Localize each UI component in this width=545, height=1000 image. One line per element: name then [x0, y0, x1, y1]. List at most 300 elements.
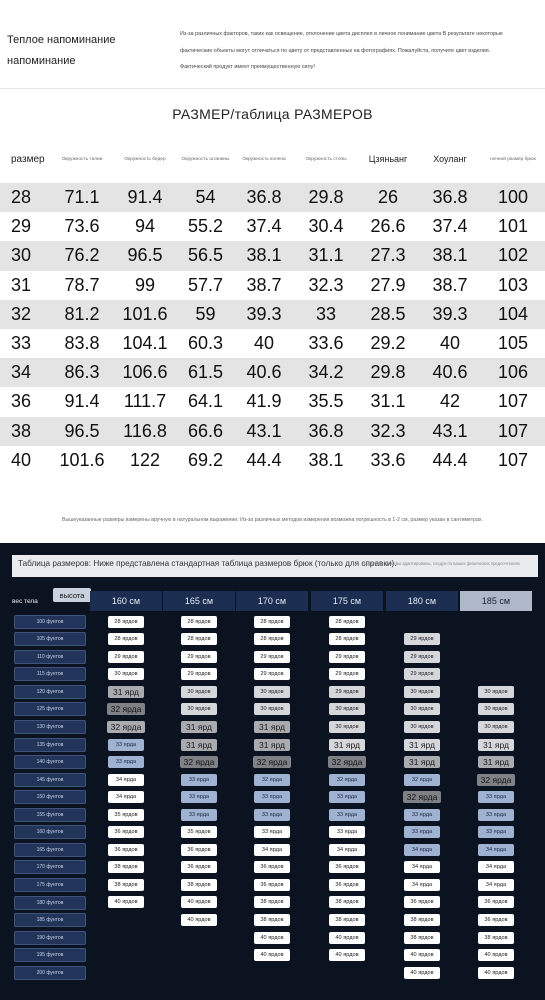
measurement-cell: 39.3 [246, 303, 282, 324]
size-chip: 33 ярда [478, 791, 514, 803]
size-chip: 33 ярда [254, 809, 290, 821]
grid-cell [460, 841, 532, 858]
grid-cell [460, 929, 532, 946]
size-chip: 40 ярдов [478, 949, 514, 961]
measurement-cell: 107 [497, 391, 529, 412]
size-chip: 31 ярд [254, 739, 290, 751]
size-chip: 34 ярда [478, 861, 514, 873]
size-label: 36 [11, 391, 32, 412]
grid-cell [386, 666, 458, 683]
grid-cell [236, 736, 308, 753]
size-chip: 31 ярд [404, 739, 440, 751]
height-column-header: 170 см [236, 591, 308, 611]
grid-cell [386, 683, 458, 700]
size-chip: 40 ярдов [181, 896, 217, 908]
measurement-cell: 36.8 [246, 187, 282, 208]
grid-cell [311, 771, 383, 788]
size-chip: 31 ярд [181, 739, 217, 751]
size-chip: 40 ярдов [254, 949, 290, 961]
size-chip: 34 ярда [108, 774, 144, 786]
grid-cell [460, 771, 532, 788]
table-row [0, 183, 545, 212]
size-chip: 33 ярда [329, 809, 365, 821]
grid-cell [386, 789, 458, 806]
measurement-cell: 55.2 [187, 216, 224, 237]
measurement-cell: 60.3 [187, 333, 224, 354]
weight-row-label: 125 фунтов [14, 702, 86, 716]
measurement-cell: 40 [253, 333, 275, 354]
grid-cell [163, 841, 235, 858]
size-table-footnote: Вышеуказанные размеры измерены вручную в натуральном выражении. Из-за различных методов измерения возможна погрешность в 1-2 см, размер указан в сантиметрах. [62, 517, 483, 523]
grid-cell [386, 929, 458, 946]
size-chip: 31 ярд [478, 739, 514, 751]
size-chip: 30 ярдов [478, 686, 514, 698]
grid-cell [311, 841, 383, 858]
grid-cell [311, 911, 383, 928]
measurement-cell: 38.1 [432, 245, 468, 266]
grid-cell [311, 613, 383, 630]
grid-cell [386, 894, 458, 911]
measurement-cell: 39.3 [432, 303, 468, 324]
measurement-cell: 38.7 [246, 274, 282, 295]
measurement-cell: 29.2 [370, 333, 406, 354]
measurement-cell: 103 [497, 274, 529, 295]
notice-text: Из-за различных факторов, таких как освещение, отклонение цвета дисплея в личное понимание цвета В результате некоторые фактические объекты могут отличаться по цвету от представленных на фотографиях. Пожалуйста, получите цвет изделия. Фактический продукт имеет преимущественную силу! [180, 31, 503, 70]
measurement-cell: 122 [129, 449, 161, 470]
height-axis-label: высота [53, 588, 91, 602]
grid-cell [90, 683, 162, 700]
size-chip: 34 ярда [404, 861, 440, 873]
size-chip: 34 ярда [478, 844, 514, 856]
grid-cell [163, 824, 235, 841]
grid-cell [460, 946, 532, 963]
grid-cell [311, 964, 383, 981]
size-label: 28 [11, 187, 32, 208]
size-chip: 28 ярдов [108, 616, 144, 628]
weight-row-label: 115 фунтов [14, 667, 86, 681]
size-table-header-cell: Окружность талии [61, 156, 103, 162]
size-chip: 33 ярда [108, 739, 144, 751]
table-row [0, 446, 545, 475]
grid-cell [236, 806, 308, 823]
size-chip: 36 ярдов [108, 826, 144, 838]
size-chip: 30 ярдов [404, 686, 440, 698]
weight-row-label: 195 фунтов [14, 948, 86, 962]
size-chip: 32 ярда [253, 756, 292, 768]
size-chip: 40 ярдов [478, 967, 514, 979]
grid-cell [460, 789, 532, 806]
grid-cell [163, 771, 235, 788]
measurement-cell: 31.1 [308, 245, 344, 266]
measurement-cell: 33.6 [370, 449, 406, 470]
grid-cell [90, 964, 162, 981]
grid-cell [236, 789, 308, 806]
size-chip: 36 ярдов [478, 914, 514, 926]
measurement-cell: 105 [497, 333, 529, 354]
grid-cell [460, 736, 532, 753]
grid-cell [90, 894, 162, 911]
weight-row-label: 105 фунтов [14, 632, 86, 646]
size-chip: 28 ярдов [181, 616, 217, 628]
measurement-cell: 44.4 [432, 449, 468, 470]
size-chip: 30 ярдов [181, 686, 217, 698]
size-chip: 34 ярда [404, 879, 440, 891]
size-chip: 31 ярд [254, 721, 290, 733]
size-label: 40 [11, 449, 32, 470]
size-chip: 32 ярда [254, 774, 290, 786]
measurement-cell: 37.4 [246, 216, 282, 237]
grid-cell [236, 631, 308, 648]
measurement-cell: 36.8 [308, 420, 344, 441]
grid-cell [460, 859, 532, 876]
grid-cell [460, 666, 532, 683]
grid-cell [163, 718, 235, 735]
size-chip: 32 ярда [180, 756, 219, 768]
grid-cell [90, 753, 162, 770]
grid-cell [386, 701, 458, 718]
size-chip: 40 ярдов [108, 896, 144, 908]
grid-cell [311, 648, 383, 665]
grid-cell [236, 701, 308, 718]
height-column-header: 185 см [460, 591, 532, 611]
grid-cell [90, 613, 162, 630]
grid-cell [163, 894, 235, 911]
grid-cell [236, 648, 308, 665]
size-table-header-cell: Цзяньанг [368, 154, 408, 164]
grid-cell [386, 753, 458, 770]
size-chip: 32 ярда [107, 703, 146, 715]
grid-cell [460, 876, 532, 893]
grid-cell [90, 806, 162, 823]
grid-cell [311, 736, 383, 753]
height-column-header: 165 см [163, 591, 235, 611]
size-chip: 32 ярда [107, 721, 146, 733]
measurement-cell: 40.6 [432, 362, 468, 383]
size-chip: 29 ярдов [329, 668, 365, 680]
size-chip: 33 ярда [181, 774, 217, 786]
weight-row-label: 170 фунтов [14, 860, 86, 874]
grid-cell [90, 648, 162, 665]
measurement-cell: 29.8 [308, 187, 344, 208]
grid-cell [311, 718, 383, 735]
grid-cell [163, 631, 235, 648]
table-row [0, 329, 545, 358]
size-chip: 30 ярдов [404, 721, 440, 733]
table-row [0, 271, 545, 300]
grid-cell [311, 929, 383, 946]
grid-cell [163, 666, 235, 683]
measurement-cell: 107 [497, 420, 529, 441]
grid-cell [386, 736, 458, 753]
size-label: 30 [11, 245, 32, 266]
size-chip: 36 ярдов [254, 861, 290, 873]
size-chip: 33 ярда [108, 756, 144, 768]
grid-cell [311, 701, 383, 718]
size-chip: 38 ярдов [181, 879, 217, 891]
size-table-header-cell: размер [11, 153, 45, 165]
measurement-cell: 41.9 [246, 391, 282, 412]
size-chip: 33 ярда [478, 809, 514, 821]
measurement-cell: 34.2 [308, 362, 344, 383]
size-chip: 40 ярдов [329, 949, 365, 961]
measurement-cell: 27.9 [370, 274, 406, 295]
grid-cell [163, 911, 235, 928]
size-chip: 32 ярда [329, 774, 365, 786]
grid-cell [311, 666, 383, 683]
grid-cell [90, 876, 162, 893]
measurement-cell: 56.5 [187, 245, 224, 266]
measurement-cell: 96.5 [64, 420, 100, 441]
grid-cell [163, 964, 235, 981]
grid-cell [90, 789, 162, 806]
grid-cell [386, 771, 458, 788]
grid-cell [236, 683, 308, 700]
measurement-cell: 91.4 [64, 391, 100, 412]
grid-cell [163, 806, 235, 823]
grid-cell [163, 789, 235, 806]
weight-row-label: 110 фунтов [14, 650, 86, 664]
measurement-cell: 35.5 [308, 391, 344, 412]
grid-cell [236, 753, 308, 770]
measurement-cell: 96.5 [127, 245, 163, 266]
size-chip: 36 ярдов [254, 879, 290, 891]
weight-row-label: 200 фунтов [14, 966, 86, 980]
grid-cell [163, 648, 235, 665]
size-label: 33 [11, 333, 32, 354]
grid-cell [236, 929, 308, 946]
size-recommendation-section [0, 543, 545, 1000]
grid-cell [90, 666, 162, 683]
measurement-cell: 99 [134, 274, 156, 295]
measurement-cell: 64.1 [187, 391, 224, 412]
size-chip: 31 ярд [329, 739, 365, 751]
measurement-cell: 83.8 [64, 333, 100, 354]
grid-cell [236, 824, 308, 841]
weight-row-label: 145 фунтов [14, 773, 86, 787]
measurement-cell: 86.3 [64, 362, 100, 383]
size-label: 29 [11, 216, 32, 237]
grid-cell [236, 771, 308, 788]
grid-cell [236, 946, 308, 963]
measurement-cell: 61.5 [187, 362, 224, 383]
size-chip: 33 ярда [254, 826, 290, 838]
grid-cell [236, 859, 308, 876]
size-table-header [0, 143, 545, 175]
grid-cell [386, 613, 458, 630]
grid-cell [386, 718, 458, 735]
measurement-cell: 116.8 [123, 420, 167, 441]
size-chip: 38 ярдов [404, 932, 440, 944]
measurement-cell: 38.1 [246, 245, 282, 266]
grid-cell [163, 946, 235, 963]
grid-cell [460, 648, 532, 665]
grid-cell [163, 701, 235, 718]
measurement-cell: 101 [497, 216, 529, 237]
grid-cell [163, 613, 235, 630]
measurement-cell: 54 [195, 187, 216, 208]
grid-cell [236, 911, 308, 928]
size-chip: 36 ярдов [404, 896, 440, 908]
size-chip: 29 ярдов [181, 668, 217, 680]
size-chip: 34 ярда [254, 844, 290, 856]
size-table-header-cell: Окружность штанины [181, 156, 230, 162]
size-chip: 32 ярда [404, 774, 440, 786]
table-row [0, 358, 545, 387]
grid-cell [90, 771, 162, 788]
measurement-cell: 40 [439, 333, 461, 354]
measurement-cell: 71.1 [64, 187, 100, 208]
grid-caption: Таблица размеров: Ниже представлена стандартная таблица размеров брюк (только для справки). [18, 559, 397, 568]
weight-row-label: 120 фунтов [14, 685, 86, 699]
measurement-cell: 38.7 [432, 274, 468, 295]
grid-cell [311, 753, 383, 770]
measurement-cell: 43.1 [246, 420, 282, 441]
size-chip: 33 ярда [329, 791, 365, 803]
measurement-cell: 29.8 [370, 362, 406, 383]
measurement-cell: 31.1 [370, 391, 406, 412]
size-chip: 36 ярдов [329, 861, 365, 873]
grid-cell [460, 718, 532, 735]
size-chip: 33 ярда [404, 826, 440, 838]
grid-cell [90, 841, 162, 858]
measurement-cell: 38.1 [308, 449, 344, 470]
grid-cell [90, 911, 162, 928]
size-chip: 32 ярда [328, 756, 367, 768]
size-chip: 30 ярдов [329, 721, 365, 733]
size-table-header-cell: ночной размер брюк [490, 156, 536, 162]
grid-cell [460, 806, 532, 823]
size-chip: 35 ярдов [108, 809, 144, 821]
size-chip: 28 ярдов [254, 633, 290, 645]
header-gap [0, 175, 545, 183]
grid-cell [311, 806, 383, 823]
size-chip: 33 ярда [181, 809, 217, 821]
grid-cell [163, 736, 235, 753]
measurement-cell: 81.2 [64, 303, 100, 324]
size-chip: 40 ярдов [329, 932, 365, 944]
size-chip: 38 ярдов [478, 932, 514, 944]
grid-cell [163, 929, 235, 946]
grid-cell [163, 753, 235, 770]
size-chip: 31 ярд [181, 721, 217, 733]
weight-row-label: 185 фунтов [14, 913, 86, 927]
measurement-cell: 104.1 [122, 333, 168, 354]
size-chip: 38 ярдов [254, 896, 290, 908]
size-chip: 29 ярдов [181, 651, 217, 663]
size-chip: 31 ярд [404, 756, 440, 768]
size-chip: 29 ярдов [108, 651, 144, 663]
weight-row-label: 150 фунтов [14, 790, 86, 804]
weight-row-label: 140 фунтов [14, 755, 86, 769]
size-label: 38 [11, 420, 32, 441]
grid-cell [90, 701, 162, 718]
size-chip: 29 ярдов [254, 651, 290, 663]
size-table-header-cell: Окружность стопы [305, 156, 347, 162]
measurement-cell: 37.4 [432, 216, 468, 237]
weight-row-label: 135 фунтов [14, 738, 86, 752]
weight-row-label: 180 фунтов [14, 896, 86, 910]
size-chip: 28 ярдов [108, 633, 144, 645]
size-chip: 36 ярдов [478, 896, 514, 908]
grid-cell [386, 806, 458, 823]
weight-row-label: 160 фунтов [14, 825, 86, 839]
grid-cell [90, 736, 162, 753]
grid-cell [386, 824, 458, 841]
weight-row-label: 155 фунтов [14, 808, 86, 822]
size-chip: 35 ярдов [181, 826, 217, 838]
measurement-cell: 28.5 [370, 303, 406, 324]
measurement-cell: 91.4 [127, 187, 163, 208]
measurement-cell: 94 [134, 216, 156, 237]
size-chip: 38 ярдов [329, 914, 365, 926]
size-table-header-cell: Окружность бедер [124, 156, 166, 162]
measurement-cell: 30.4 [308, 216, 344, 237]
grid-cell [311, 789, 383, 806]
grid-cell [236, 666, 308, 683]
grid-cell [236, 894, 308, 911]
grid-cell [460, 631, 532, 648]
size-chip: 32 ярда [403, 791, 442, 803]
measurement-cell: 43.1 [432, 420, 468, 441]
measurement-cell: 102 [497, 245, 529, 266]
grid-cell [386, 859, 458, 876]
size-chip: 38 ярдов [254, 914, 290, 926]
size-chip: 29 ярдов [254, 668, 290, 680]
divider [0, 88, 545, 89]
measurement-cell: 33 [315, 303, 337, 324]
weight-row-label: 175 фунтов [14, 878, 86, 892]
grid-cell [386, 841, 458, 858]
size-chip: 36 ярдов [108, 844, 144, 856]
size-chip: 29 ярдов [329, 686, 365, 698]
measurement-cell: 66.6 [187, 420, 224, 441]
size-chip: 30 ярдов [478, 721, 514, 733]
size-chip: 30 ярдов [181, 703, 217, 715]
grid-cell [236, 964, 308, 981]
measurement-cell: 107 [497, 449, 529, 470]
grid-cell [236, 613, 308, 630]
size-chip: 33 ярда [254, 791, 290, 803]
size-chip: 30 ярдов [478, 703, 514, 715]
size-chip: 40 ярдов [404, 967, 440, 979]
measurement-cell: 44.4 [246, 449, 282, 470]
size-chip: 38 ярдов [404, 914, 440, 926]
measurement-cell: 57.7 [187, 274, 224, 295]
grid-cell [311, 894, 383, 911]
table-row [0, 241, 545, 270]
measurement-cell: 111.7 [123, 391, 167, 412]
size-chip: 33 ярда [478, 826, 514, 838]
size-label: 32 [11, 303, 32, 324]
size-chip: 29 ярдов [404, 651, 440, 663]
grid-cell [311, 946, 383, 963]
measurement-cell: 106.6 [122, 362, 168, 383]
size-chip: 31 ярд [478, 756, 514, 768]
size-chip: 40 ярдов [404, 949, 440, 961]
grid-cell [236, 876, 308, 893]
grid-cell [236, 841, 308, 858]
size-label: 31 [11, 274, 32, 295]
size-chip: 30 ярдов [404, 703, 440, 715]
size-chip: 32 ярда [477, 774, 516, 786]
grid-cell [90, 718, 162, 735]
size-chip: 30 ярдов [254, 686, 290, 698]
measurement-cell: 101.6 [122, 303, 168, 324]
grid-cell [311, 824, 383, 841]
grid-cell [386, 911, 458, 928]
measurement-cell: 76.2 [64, 245, 100, 266]
grid-cell [90, 929, 162, 946]
